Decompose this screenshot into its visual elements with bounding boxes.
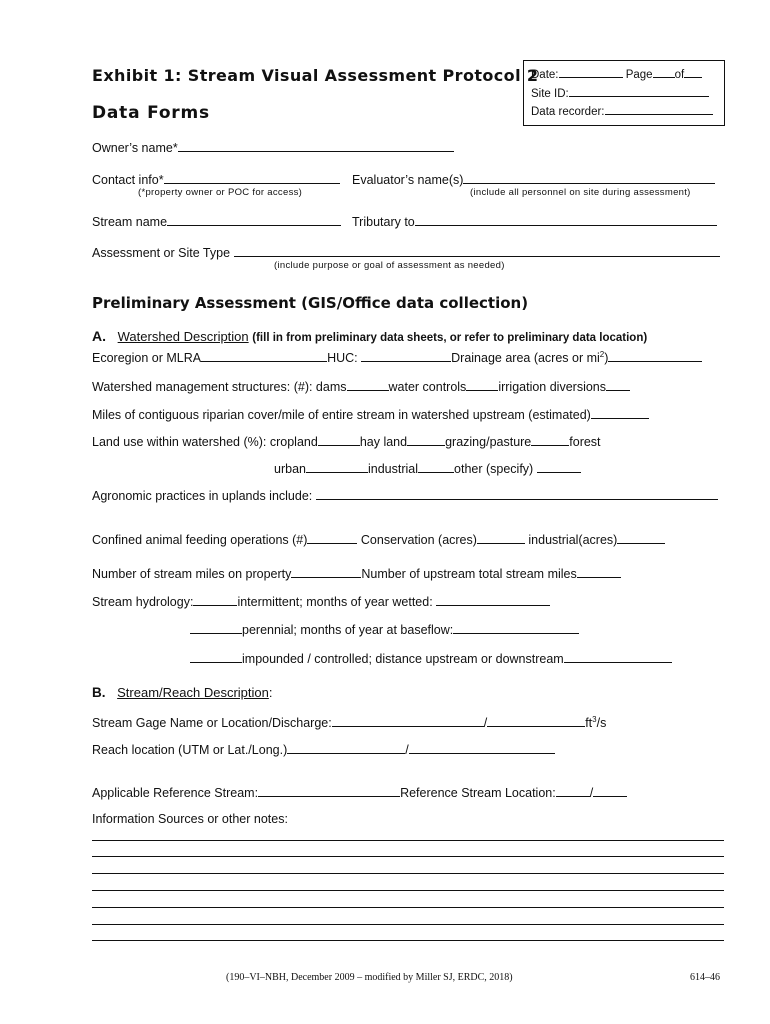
owner-field[interactable] bbox=[178, 140, 454, 152]
cafo-label: Confined animal feeding operations (#) bbox=[92, 533, 308, 547]
of-field[interactable] bbox=[684, 66, 702, 78]
unit-label: ft bbox=[585, 716, 593, 731]
gage-location-field[interactable] bbox=[332, 715, 484, 727]
reach-long-field[interactable] bbox=[409, 742, 555, 754]
site-type-note: (include purpose or goal of assessment as needed) bbox=[274, 260, 505, 271]
huc-field[interactable] bbox=[361, 350, 451, 362]
form-subtitle: Data Forms bbox=[92, 103, 210, 123]
watershed-description-title: Watershed Description bbox=[117, 329, 249, 344]
stream-name-label: Stream name bbox=[92, 215, 168, 229]
hay-label: hay land bbox=[359, 435, 408, 449]
reach-location-label: Reach location (UTM or Lat./Long.) bbox=[92, 743, 288, 757]
agronomic-field[interactable] bbox=[316, 488, 718, 500]
stream-miles-label: Number of stream miles on property bbox=[92, 567, 292, 581]
notes-line[interactable] bbox=[92, 890, 724, 891]
drainage-end: ) bbox=[604, 351, 609, 366]
preliminary-heading: Preliminary Assessment (GIS/Office data collection) bbox=[92, 294, 529, 312]
cropland-field[interactable] bbox=[318, 434, 360, 446]
gage-label: Stream Gage Name or Location/Discharge: bbox=[92, 716, 332, 731]
discharge-field[interactable] bbox=[487, 715, 585, 727]
upstream-miles-field[interactable] bbox=[577, 566, 621, 578]
perennial-label: perennial; months of year at baseflow: bbox=[242, 623, 454, 637]
grazing-label: grazing/pasture bbox=[445, 435, 532, 449]
notes-line[interactable] bbox=[92, 924, 724, 925]
unit-end: /s bbox=[596, 716, 607, 731]
section-a-letter: A. bbox=[92, 328, 106, 344]
perennial-check-field[interactable] bbox=[190, 622, 242, 634]
notes-line[interactable] bbox=[92, 873, 724, 874]
industrial-field[interactable] bbox=[418, 461, 454, 473]
other-label: other (specify) bbox=[454, 462, 534, 476]
site-id-label: Site ID: bbox=[531, 88, 569, 100]
distance-field[interactable] bbox=[564, 651, 672, 663]
date-label: Date: bbox=[531, 69, 559, 81]
forest-label: forest bbox=[569, 435, 601, 449]
riparian-label: Miles of contiguous riparian cover/mile of entire stream in watershed upstream (estimated) bbox=[92, 408, 591, 422]
cafo-field[interactable] bbox=[307, 532, 357, 544]
impounded-label: impounded / controlled; distance upstream or downstream bbox=[242, 652, 564, 666]
page-label: Page bbox=[625, 69, 653, 81]
site-type-field[interactable] bbox=[234, 245, 720, 257]
reference-location-label: Reference Stream Location: bbox=[400, 786, 556, 800]
header-info-box bbox=[523, 60, 725, 126]
contact-field[interactable] bbox=[164, 172, 340, 184]
reach-lat-field[interactable] bbox=[287, 742, 405, 754]
urban-field[interactable] bbox=[306, 461, 368, 473]
drainage-sup: 2 bbox=[599, 350, 605, 359]
site-id-field[interactable] bbox=[569, 85, 709, 97]
agronomic-label: Agronomic practices in uplands include: bbox=[92, 489, 313, 503]
upstream-miles-label: Number of upstream total stream miles bbox=[361, 567, 577, 581]
irrigation-field[interactable] bbox=[606, 379, 630, 391]
water-controls-label: water controls bbox=[388, 380, 467, 394]
urban-label: urban bbox=[274, 462, 306, 476]
data-recorder-label: Data recorder: bbox=[531, 106, 605, 118]
conservation-label: Conservation (acres) bbox=[360, 533, 477, 547]
evaluator-field[interactable] bbox=[463, 172, 715, 184]
grazing-field[interactable] bbox=[531, 434, 569, 446]
tributary-field[interactable] bbox=[415, 214, 717, 226]
reference-long-field[interactable] bbox=[593, 785, 627, 797]
form-title: Exhibit 1: Stream Visual Assessment Protocol 2 bbox=[92, 66, 539, 85]
tributary-label: Tributary to bbox=[352, 215, 415, 229]
irrigation-label: irrigation diversions bbox=[498, 380, 606, 394]
landuse-label: Land use within watershed (%): cropland bbox=[92, 435, 318, 449]
months-baseflow-field[interactable] bbox=[453, 622, 579, 634]
reference-stream-label: Applicable Reference Stream: bbox=[92, 786, 259, 800]
reach-description-title: Stream/Reach Description bbox=[117, 685, 269, 700]
impounded-check-field[interactable] bbox=[190, 651, 242, 663]
notes-line[interactable] bbox=[92, 940, 724, 941]
months-wetted-field[interactable] bbox=[436, 594, 550, 606]
data-recorder-field[interactable] bbox=[605, 103, 713, 115]
gage-slash: / bbox=[483, 716, 488, 731]
industrial-acres-field[interactable] bbox=[617, 532, 665, 544]
huc-label: HUC: bbox=[327, 351, 358, 366]
of-label: of bbox=[674, 69, 685, 81]
footer-citation: (190–VI–NBH, December 2009 – modified by Miller SJ, ERDC, 2018) bbox=[226, 972, 513, 983]
conservation-field[interactable] bbox=[477, 532, 525, 544]
ecoregion-label: Ecoregion or MLRA bbox=[92, 351, 202, 366]
information-sources-label: Information Sources or other notes: bbox=[92, 812, 288, 826]
section-b-letter: B. bbox=[92, 685, 106, 700]
site-type-label: Assessment or Site Type bbox=[92, 246, 231, 260]
water-controls-field[interactable] bbox=[466, 379, 498, 391]
reference-stream-field[interactable] bbox=[258, 785, 400, 797]
wms-label: Watershed management structures: (#): dams bbox=[92, 380, 347, 394]
stream-name-field[interactable] bbox=[167, 214, 341, 226]
intermittent-check-field[interactable] bbox=[193, 594, 237, 606]
reference-slash: / bbox=[589, 786, 594, 800]
owner-label: Owner’s name* bbox=[92, 141, 178, 155]
dams-field[interactable] bbox=[347, 379, 389, 391]
contact-label: Contact info* bbox=[92, 173, 164, 187]
stream-miles-field[interactable] bbox=[291, 566, 361, 578]
page-field[interactable] bbox=[653, 66, 675, 78]
evaluator-label: Evaluator’s name(s) bbox=[352, 173, 464, 187]
hydrology-label: Stream hydrology: bbox=[92, 595, 194, 609]
watershed-description-note: (fill in from preliminary data sheets, or refer to preliminary data location) bbox=[252, 332, 648, 344]
contact-note: (*property owner or POC for access) bbox=[138, 187, 303, 198]
ecoregion-field[interactable] bbox=[201, 350, 327, 362]
drainage-label: Drainage area (acres or mi bbox=[451, 351, 600, 366]
date-field[interactable] bbox=[559, 66, 623, 78]
reference-lat-field[interactable] bbox=[556, 785, 590, 797]
other-field[interactable] bbox=[537, 461, 581, 473]
page-number: 614–46 bbox=[690, 972, 720, 983]
drainage-field[interactable] bbox=[608, 350, 702, 362]
notes-line[interactable] bbox=[92, 856, 724, 857]
intermittent-label: intermittent; months of year wetted: bbox=[237, 595, 433, 609]
riparian-field[interactable] bbox=[591, 407, 649, 419]
unit-sup: 3 bbox=[592, 715, 597, 724]
industrial-acres-label: industrial(acres) bbox=[528, 533, 618, 547]
notes-line[interactable] bbox=[92, 840, 724, 841]
notes-line[interactable] bbox=[92, 907, 724, 908]
reach-slash: / bbox=[405, 743, 409, 757]
reach-description-colon: : bbox=[268, 685, 273, 700]
evaluator-note: (include all personnel on site during assessment) bbox=[470, 187, 691, 198]
industrial-label: industrial bbox=[367, 462, 419, 476]
hay-field[interactable] bbox=[407, 434, 445, 446]
